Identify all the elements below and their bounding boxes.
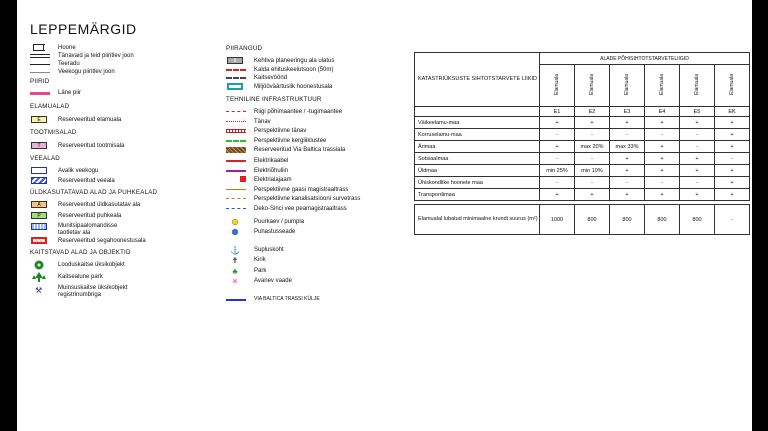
- table-cell: +: [610, 165, 645, 177]
- table-row: [415, 153, 750, 165]
- red-dash-symbol: [226, 66, 246, 74]
- legend-row-park2: ♣ Park: [226, 267, 406, 278]
- legend-row-park: Kaitsealune park: [30, 272, 230, 284]
- treatment-icon: [226, 228, 246, 236]
- table-cell: +: [540, 189, 575, 201]
- water-hatch-symbol: [30, 176, 50, 184]
- legend-row-industrial: T Reserveeritud tootmisala: [30, 141, 230, 151]
- matrix-header-row: [415, 53, 750, 65]
- single-line-symbol: [30, 60, 50, 68]
- legend-column-middle: [226, 46, 406, 305]
- municipal-symbol: [30, 222, 50, 230]
- table-cell: +: [715, 189, 750, 201]
- section-piirangud: PIIRANGUD: [226, 45, 263, 52]
- section-yld: ÜLDKASUTATAVAD ALAD JA PUHKEALAD: [30, 188, 158, 196]
- legend-row-plan-area: 6 Kehtiva planeeringu ala ulatus: [226, 56, 406, 66]
- svg-text:⚒: ⚒: [35, 286, 43, 296]
- table-cell: +: [645, 189, 680, 201]
- table-cell: -: [575, 177, 610, 189]
- grey-dash-symbol: [226, 74, 246, 82]
- table-cell: +: [645, 153, 680, 165]
- residential-symbol: E: [30, 115, 50, 123]
- legend-row-street: › Tänav: [226, 118, 406, 128]
- legend-row-church: ✝ Kirik: [226, 256, 406, 267]
- legend-row-house: Hoone: [30, 44, 230, 52]
- pink-line-symbol: [30, 89, 50, 97]
- legend-row-cable: Elektrikaabel: [226, 157, 406, 167]
- infra-list: [226, 108, 406, 305]
- table-cell: +: [540, 141, 575, 153]
- table-cell: -: [680, 141, 715, 153]
- table-cell: +: [680, 117, 715, 129]
- pier-icon: ⚓: [230, 245, 240, 255]
- street-symbol: ›: [226, 118, 246, 126]
- table-row: [415, 189, 750, 201]
- footer-cell: 1000: [540, 205, 575, 235]
- road-symbol: ›: [226, 108, 246, 116]
- legend-row-well: Puurkaev / pumpla: [226, 218, 406, 228]
- spacer: [226, 239, 406, 246]
- legend-row-overhead: Elektriõhuliin: [226, 167, 406, 177]
- table-cell: +: [575, 189, 610, 201]
- row-label: Transpordimaa: [415, 189, 540, 201]
- legend-row-main-road: › Riigi põhimaantee / -tugimaantee: [226, 108, 406, 118]
- row-label: Korruselamu-maa: [415, 129, 540, 141]
- legend-row-recreation: P Reserveeritud puhkeala: [30, 211, 230, 222]
- row-label: Ärimaa: [415, 141, 540, 153]
- matrix-code-row: [415, 107, 750, 117]
- mixed-use-symbol: [30, 236, 50, 244]
- green-dash-symbol: [226, 137, 246, 145]
- table-cell: +: [715, 141, 750, 153]
- legend-row-heritage: ⚒ Muinsuskaitse üksikobjekt registrinumbriga: [30, 284, 230, 298]
- legend-row-shore-zone: Kalda ehituskeelutsoon (50m): [226, 66, 406, 74]
- table-cell: -: [645, 129, 680, 141]
- col-code: E3: [610, 107, 645, 117]
- table-cell: +: [680, 189, 715, 201]
- table-cell: -: [540, 153, 575, 165]
- matrix-header-top: ALADE PÕHISIHTOTSTARVETELIIGID: [540, 53, 750, 65]
- table-cell: -: [575, 129, 610, 141]
- footer-cell: 800: [680, 205, 715, 235]
- col-name: Elamuala: [659, 74, 665, 95]
- table-cell: +: [680, 153, 715, 165]
- table-row: [415, 141, 750, 153]
- legend-row-beach: ⚓ Supluskoht: [226, 246, 406, 257]
- legend-row-treatment: Puhastusseade: [226, 228, 406, 239]
- row-label: Üldmaa: [415, 165, 540, 177]
- view-icon: ✳: [231, 277, 239, 287]
- legend-row-water-main: Deko-Sinci vee peamagistraaltrass: [226, 205, 406, 218]
- row-label: Ühiskondlike hoonete maa: [415, 177, 540, 189]
- table-cell: -: [680, 177, 715, 189]
- legend-row-planned-street: Perspektiivne tänav: [226, 127, 406, 137]
- legend-row-gas: Perspektiivne gaasi magistraaltrass: [226, 186, 406, 196]
- basic-list: [30, 44, 230, 76]
- legend-row-residential: E Reserveeritud elamuala: [30, 115, 230, 125]
- table-cell: -: [610, 177, 645, 189]
- col-name: Elamuala: [694, 74, 700, 95]
- legend-row-public-water: Avalik veekogu: [30, 166, 230, 176]
- col-code: E2: [575, 107, 610, 117]
- table-cell: +: [540, 117, 575, 129]
- section-piirid: PIIRID: [30, 78, 50, 85]
- milieu-symbol: [226, 82, 246, 90]
- table-cell: -: [715, 153, 750, 165]
- legend-row-protection-zone: Kaitsevöönd: [226, 74, 406, 82]
- legend-page: [17, 0, 752, 431]
- legend-row-sewer: Perspektiivne kanalisatsiooni survetrass: [226, 195, 406, 205]
- table-cell: max 33%: [610, 141, 645, 153]
- red-line-symbol: [226, 157, 246, 165]
- public-area-symbol: A: [30, 200, 50, 208]
- table-cell: +: [715, 117, 750, 129]
- table-cell: -: [575, 153, 610, 165]
- water-symbol: [30, 166, 50, 174]
- table-cell: min 25%: [540, 165, 575, 177]
- table-row: [415, 129, 750, 141]
- legend-row-via-baltica: Reserveeritud Via Baltica trassiala: [226, 146, 406, 157]
- col-name: Elamuala: [589, 74, 595, 95]
- table-cell: +: [645, 117, 680, 129]
- table-cell: +: [645, 165, 680, 177]
- col-code: E1: [540, 107, 575, 117]
- footer-cell: 800: [610, 205, 645, 235]
- substation-icon: [226, 176, 246, 184]
- ladder-symbol: [226, 127, 246, 135]
- row-label: Sotsiaalmaa: [415, 153, 540, 165]
- section-elamualad: ELAMUALAD: [30, 103, 70, 111]
- table-cell: -: [645, 177, 680, 189]
- legend-row-municipal: Munitsipaalomandisse taotletav ala: [30, 222, 230, 236]
- legend-row-nature-object: Looduskaitse üksikobjekt: [30, 260, 230, 272]
- blue-line-symbol: [226, 296, 246, 304]
- table-cell: +: [610, 153, 645, 165]
- legend-row-cycleway: Perspektiivne kergliiklustee: [226, 137, 406, 147]
- col-name: Elamuala: [624, 74, 630, 95]
- table-row: [415, 165, 750, 177]
- park2-icon: ♣: [232, 266, 238, 276]
- legend-row-public-area: A Reserveeritud üldkasutatav ala: [30, 200, 230, 211]
- rail-symbol: [226, 146, 246, 154]
- legend-row-mixed: Reserveeritud segahoonestusala: [30, 236, 230, 247]
- footer-cell: 800: [575, 205, 610, 235]
- section-infra: TEHNILINE INFRASTRUKTUUR: [226, 96, 322, 104]
- legend-row-boundary: Läne piir: [30, 89, 230, 97]
- section-tootmis: TOOTMISALAD: [30, 129, 77, 137]
- footer-cell: -: [715, 205, 750, 235]
- col-code: E4: [645, 107, 680, 117]
- table-cell: +: [610, 117, 645, 129]
- table-row: [415, 117, 750, 129]
- monument-icon: [30, 284, 50, 296]
- table-cell: max 20%: [575, 141, 610, 153]
- table-cell: -: [540, 129, 575, 141]
- table-cell: -: [540, 177, 575, 189]
- section-veealad: VEEALAD: [30, 154, 60, 162]
- table-cell: +: [575, 117, 610, 129]
- legend-row-view: ✳ Avanev vaade: [226, 277, 406, 288]
- zoning-matrix-table: [414, 52, 750, 235]
- legend-row-reserved-water: Reserveeritud veeala: [30, 176, 230, 187]
- legend-row-path: Teeradu: [30, 60, 230, 68]
- table-cell: -: [610, 129, 645, 141]
- blue-dash-symbol: [226, 205, 246, 213]
- olive-line-symbol: [226, 186, 246, 194]
- table-cell: +: [680, 165, 715, 177]
- section-kaitse: KAITSTAVAD ALAD JA OBJEKTID: [30, 249, 131, 257]
- well-icon: [226, 218, 246, 226]
- matrix-footer-row: [415, 205, 750, 235]
- table-cell: -: [680, 129, 715, 141]
- col-name: Elamuala: [554, 74, 560, 95]
- thin-line-symbol: [30, 68, 50, 76]
- double-line-symbol: [30, 52, 50, 60]
- table-row: [415, 177, 750, 189]
- legend-row-road-edge: Tänavaid ja teid piiritlev joon: [30, 52, 230, 60]
- col-name: Elamuala: [729, 74, 735, 95]
- tree-icon: [30, 260, 50, 268]
- legend-row-via-baltica-edge: VIA BALTICA TRASSI KÜLJE: [226, 296, 406, 306]
- matrix-body: [415, 107, 750, 235]
- table-cell: +: [715, 129, 750, 141]
- industrial-symbol: T: [30, 141, 50, 149]
- table-cell: +: [610, 189, 645, 201]
- row-label: Väikeelamu-maa: [415, 117, 540, 129]
- page-title: LEPPEMÄRGID: [30, 21, 137, 37]
- legend-row-milieu: Miljööväärtuslik hoonestusala: [226, 82, 406, 93]
- orange-dash-symbol: [226, 195, 246, 203]
- footer-cell: 800: [645, 205, 680, 235]
- footer-label: Elamualal lubatud minimaalne krundi suurus (m²): [415, 205, 540, 235]
- table-cell: +: [715, 177, 750, 189]
- table-cell: min 10%: [575, 165, 610, 177]
- park-icon: [30, 272, 50, 280]
- legend-row-substation: Elektrialajaam: [226, 176, 406, 186]
- legend-row-water-edge: Veekogu piiritlev joon: [30, 68, 230, 76]
- plan-area-symbol: 6: [226, 56, 246, 64]
- recreation-symbol: P: [30, 211, 50, 219]
- matrix-header-left: KATASTRIÜKSUSTE SIHTOTSTARVETE LIIKID: [418, 75, 537, 82]
- spacer: [226, 288, 406, 296]
- col-code: EK: [715, 107, 750, 117]
- house-icon: [30, 44, 50, 52]
- col-code: E5: [680, 107, 715, 117]
- church-icon: ✝: [231, 256, 239, 266]
- table-cell: +: [715, 165, 750, 177]
- legend-column-left: [30, 44, 230, 298]
- table-cell: +: [645, 141, 680, 153]
- purple-line-symbol: [226, 167, 246, 175]
